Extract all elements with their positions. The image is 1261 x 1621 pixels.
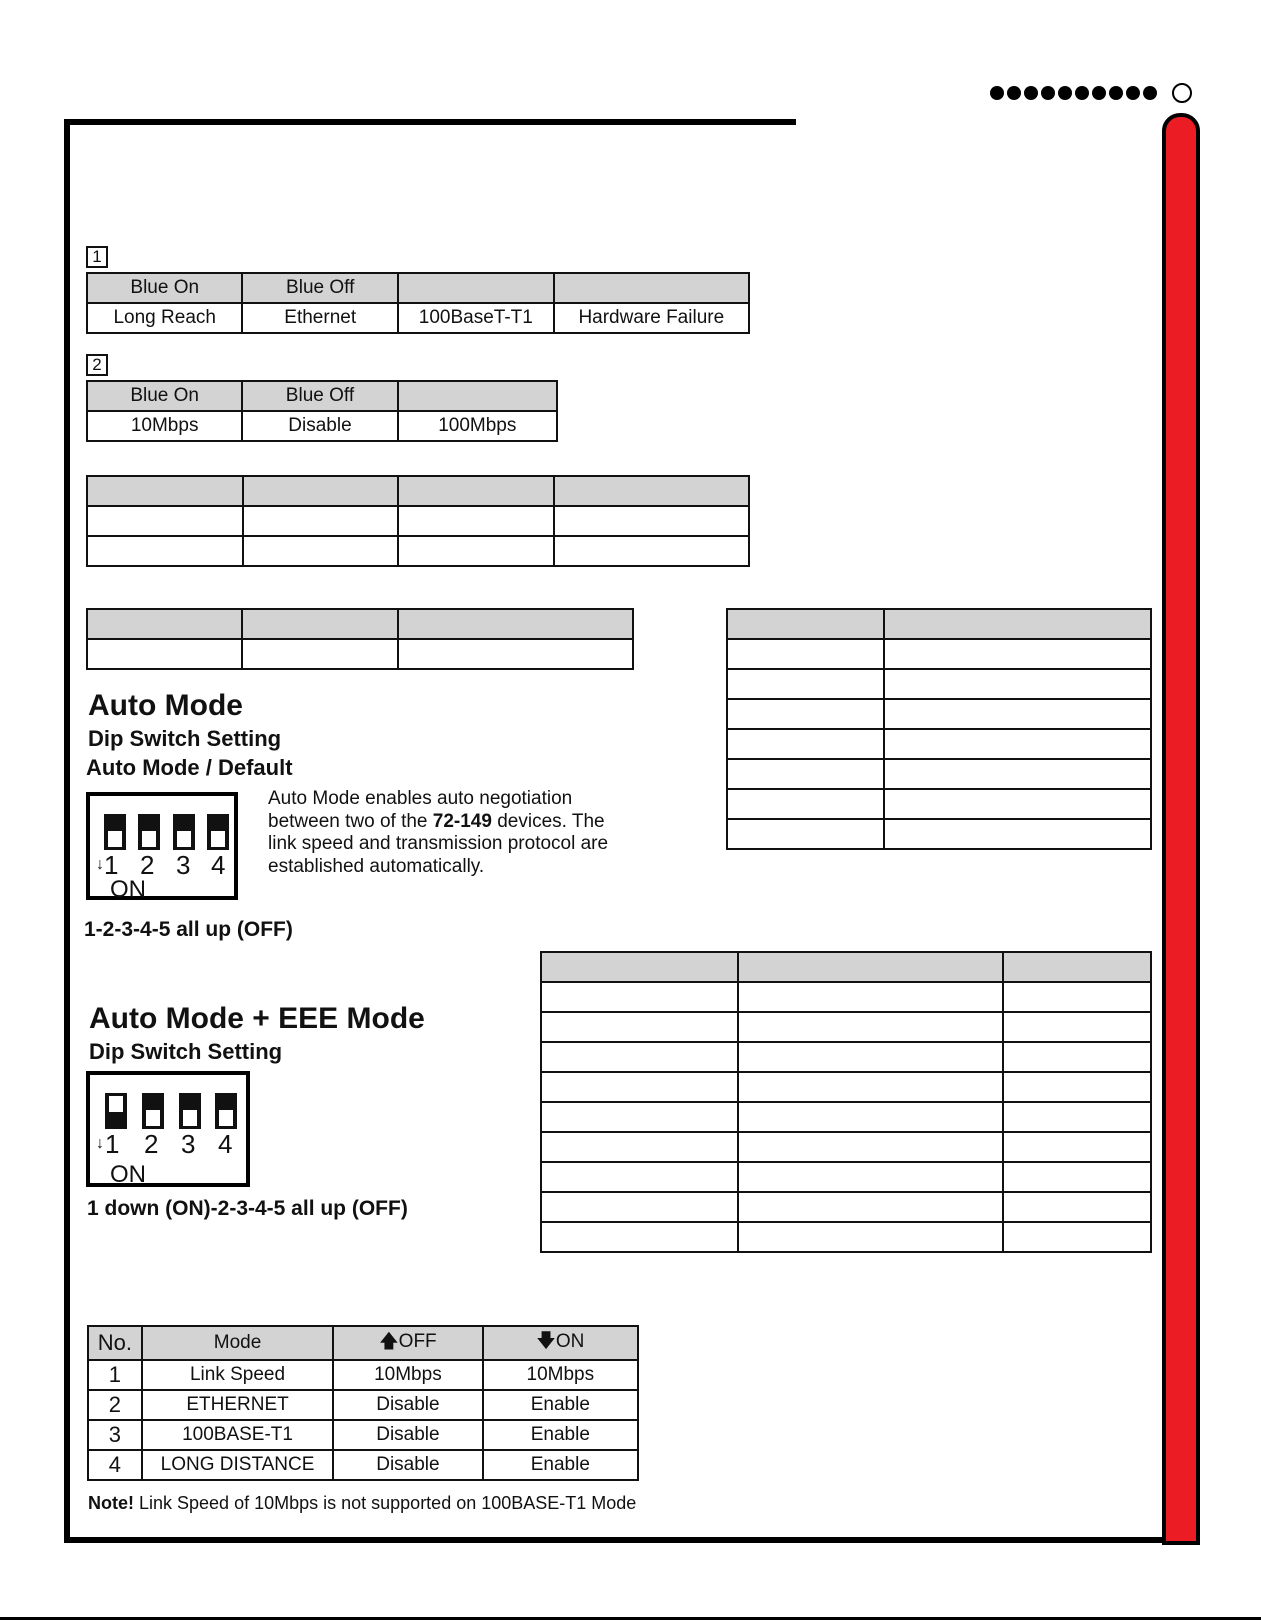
cell — [727, 699, 884, 729]
header-off-label: OFF — [398, 1331, 437, 1352]
cell — [398, 536, 554, 566]
switch-label: 3 — [176, 850, 191, 880]
cell — [727, 819, 884, 849]
empty-table-d — [540, 951, 1152, 1253]
dip-switch-4 — [215, 1093, 237, 1129]
cell-on: Enable — [483, 1420, 638, 1450]
header-cell: Blue On — [87, 381, 242, 411]
cell — [884, 729, 1151, 759]
cell-mode: Link Speed — [142, 1360, 333, 1390]
eee-mode-title: Auto Mode + EEE Mode — [89, 1002, 425, 1035]
cell — [243, 506, 399, 536]
cell-off: Disable — [333, 1420, 482, 1450]
header-cell: Blue On — [87, 273, 242, 303]
page-dot-icon — [1092, 86, 1106, 100]
cell-mode: ETHERNET — [142, 1390, 333, 1420]
note-text: Link Speed of 10Mbps is not supported on 100BASE-T1 Mode — [134, 1493, 637, 1513]
cell — [541, 1132, 738, 1162]
auto-mode-title: Auto Mode — [88, 689, 243, 722]
cell-no: 4 — [88, 1450, 142, 1480]
cell: 10Mbps — [87, 411, 242, 441]
dip-switch-4 — [207, 814, 229, 850]
header-cell — [243, 476, 399, 506]
cell — [1003, 982, 1151, 1012]
accent-bar — [1162, 113, 1200, 1545]
dip-switch-3 — [179, 1093, 201, 1129]
cell — [541, 1072, 738, 1102]
table-row — [88, 1420, 638, 1450]
page-indicator — [990, 83, 1192, 103]
cell-mode: LONG DISTANCE — [142, 1450, 333, 1480]
switch-label: 4 — [211, 850, 226, 880]
auto-mode-subtitle: Dip Switch Setting — [88, 726, 282, 751]
header-cell — [398, 381, 557, 411]
cell — [1003, 1102, 1151, 1132]
header-cell — [727, 609, 884, 639]
cell — [738, 1042, 1003, 1072]
empty-table-b — [86, 608, 634, 670]
eee-mode-caption: 1 down (ON)-2-3-4-5 all up (OFF) — [87, 1197, 408, 1220]
cell — [738, 1072, 1003, 1102]
header-cell — [884, 609, 1151, 639]
page-dot-icon — [1058, 86, 1072, 100]
cell — [87, 536, 243, 566]
cell — [398, 506, 554, 536]
desc-text: devices. The link speed and transmission protocol are established automatically. — [268, 810, 609, 877]
header-on — [483, 1326, 638, 1360]
dip-mode-table — [87, 1325, 639, 1481]
cell — [1003, 1192, 1151, 1222]
cell — [541, 1192, 738, 1222]
table-row — [88, 1360, 638, 1390]
cell-on: Enable — [483, 1390, 638, 1420]
switch-label: 3 — [181, 1129, 196, 1159]
cell — [727, 759, 884, 789]
header-mode: Mode — [142, 1326, 333, 1360]
cell — [727, 789, 884, 819]
header-cell — [398, 609, 633, 639]
cell — [738, 1222, 1003, 1252]
cell-mode: 100BASE-T1 — [142, 1420, 333, 1450]
table-row — [88, 1450, 638, 1480]
header-cell — [242, 609, 397, 639]
cell — [1003, 1222, 1151, 1252]
cell-on: 10Mbps — [483, 1360, 638, 1390]
cell-no: 2 — [88, 1390, 142, 1420]
page-dot-icon — [1007, 86, 1021, 100]
header-off — [333, 1326, 482, 1360]
cell-no: 1 — [88, 1360, 142, 1390]
dip-switch-eee — [86, 1071, 250, 1187]
cell — [738, 1012, 1003, 1042]
cell-off: 10Mbps — [333, 1360, 482, 1390]
cell — [398, 639, 633, 669]
cell — [541, 1102, 738, 1132]
header-cell — [1003, 952, 1151, 982]
down-arrow-icon: 🡇 — [536, 1331, 556, 1352]
up-arrow-icon: 🡅 — [379, 1331, 399, 1352]
cell: 100BaseT-T1 — [398, 303, 554, 333]
cell-off: Disable — [333, 1390, 482, 1420]
cell: Hardware Failure — [554, 303, 749, 333]
auto-mode-subtitle2: Auto Mode / Default — [86, 755, 293, 780]
on-label: ON — [110, 876, 146, 903]
marker-1: 1 — [86, 246, 108, 268]
header-cell — [554, 273, 749, 303]
dip-switch-1 — [104, 814, 126, 850]
cell — [727, 729, 884, 759]
cell — [541, 1222, 738, 1252]
cell — [1003, 1132, 1151, 1162]
cell: Ethernet — [242, 303, 398, 333]
header-cell — [87, 476, 243, 506]
cell — [1003, 1042, 1151, 1072]
cell — [738, 1102, 1003, 1132]
page-dot-icon — [1143, 86, 1157, 100]
cell — [1003, 1072, 1151, 1102]
cell — [727, 639, 884, 669]
switch-label: 1 — [104, 850, 119, 880]
switch-label: 2 — [144, 1129, 159, 1159]
header-cell: Blue Off — [242, 381, 397, 411]
cell: Long Reach — [87, 303, 242, 333]
led-table-2 — [86, 380, 558, 442]
cell — [554, 506, 749, 536]
cell-off: Disable — [333, 1450, 482, 1480]
page-frame-bottom — [64, 1537, 1198, 1543]
on-label: ON — [110, 1161, 146, 1188]
switch-label: 2 — [140, 850, 155, 880]
cell — [738, 1132, 1003, 1162]
current-page-dot-icon — [1172, 83, 1192, 103]
cell — [541, 1042, 738, 1072]
empty-table-a — [86, 475, 750, 567]
auto-mode-description — [268, 788, 638, 878]
auto-mode-caption: 1-2-3-4-5 all up (OFF) — [84, 918, 293, 941]
cell — [727, 669, 884, 699]
led-table-1 — [86, 272, 750, 334]
cell — [243, 536, 399, 566]
cell — [738, 1192, 1003, 1222]
cell — [541, 1162, 738, 1192]
cell — [87, 506, 243, 536]
cell-on: Enable — [483, 1450, 638, 1480]
header-cell — [398, 273, 554, 303]
cell — [884, 759, 1151, 789]
desc-text: Auto Mode enables auto negotiation between two of the — [268, 788, 573, 832]
cell — [541, 1012, 738, 1042]
cell — [242, 639, 397, 669]
cell — [1003, 1012, 1151, 1042]
cell — [884, 639, 1151, 669]
dip-switch-2 — [138, 814, 160, 850]
page-frame-left — [64, 119, 70, 1543]
down-arrow-icon: ↓ — [96, 1135, 104, 1152]
marker-2: 2 — [86, 354, 108, 376]
table-row — [88, 1390, 638, 1420]
header-cell — [398, 476, 554, 506]
header-cell — [738, 952, 1003, 982]
header-cell — [554, 476, 749, 506]
cell — [884, 819, 1151, 849]
page-dot-icon — [1109, 86, 1123, 100]
dip-switch-auto — [86, 792, 238, 903]
page-dot-icon — [1024, 86, 1038, 100]
down-arrow-icon: ↓ — [96, 856, 104, 873]
switch-label: 1 — [105, 1129, 120, 1159]
cell — [884, 669, 1151, 699]
cell — [738, 1162, 1003, 1192]
note-label: Note! — [88, 1493, 134, 1513]
page-frame-top — [64, 119, 796, 125]
cell: Disable — [242, 411, 397, 441]
switch-label: 4 — [218, 1129, 233, 1159]
cell — [884, 789, 1151, 819]
cell: 100Mbps — [398, 411, 557, 441]
bottom-rule — [0, 1617, 1261, 1620]
cell — [541, 982, 738, 1012]
empty-table-c — [726, 608, 1152, 850]
header-on-label: ON — [555, 1331, 585, 1352]
model-number: 72-149 — [432, 810, 492, 832]
dip-switch-1 — [105, 1093, 127, 1129]
cell — [1003, 1162, 1151, 1192]
cell — [554, 536, 749, 566]
cell — [87, 639, 242, 669]
page-dot-icon — [1075, 86, 1089, 100]
header-cell — [541, 952, 738, 982]
header-no: No. — [88, 1326, 142, 1360]
cell — [738, 982, 1003, 1012]
eee-mode-subtitle: Dip Switch Setting — [89, 1039, 283, 1064]
dip-switch-2 — [142, 1093, 164, 1129]
page-dot-icon — [990, 86, 1004, 100]
dip-switch-3 — [173, 814, 195, 850]
header-cell: Blue Off — [242, 273, 398, 303]
cell — [884, 699, 1151, 729]
cell-no: 3 — [88, 1420, 142, 1450]
note — [88, 1493, 636, 1514]
header-cell — [87, 609, 242, 639]
page-dot-icon — [1126, 86, 1140, 100]
page-dot-icon — [1041, 86, 1055, 100]
